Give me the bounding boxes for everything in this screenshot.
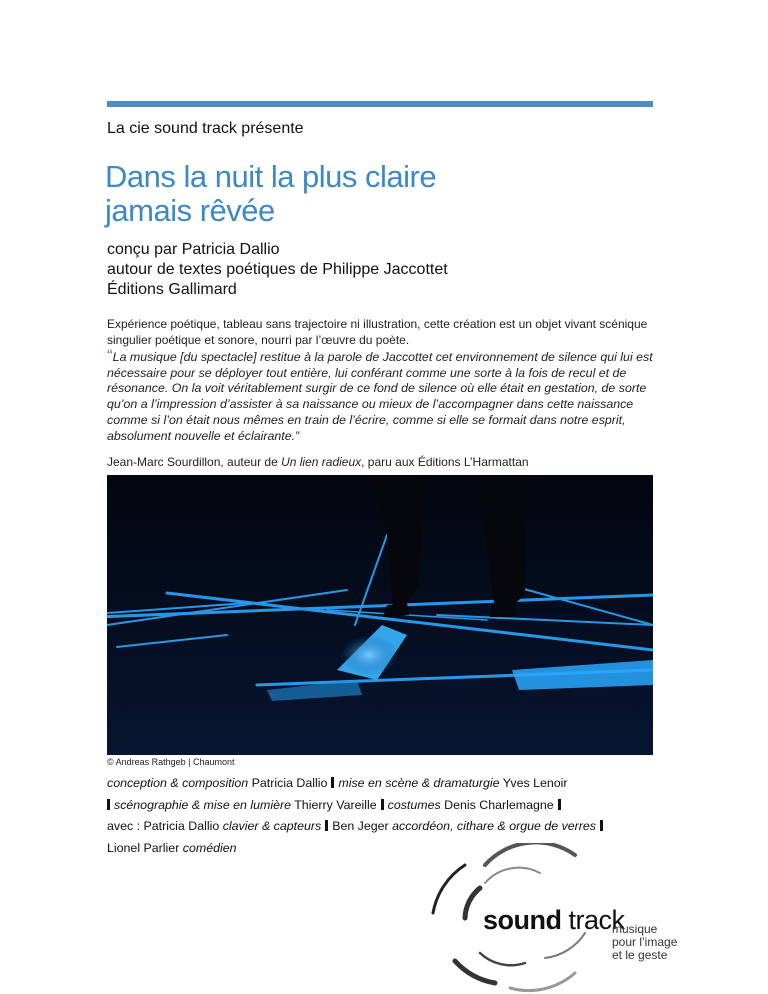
role-keyboard: clavier & capteurs (222, 819, 322, 833)
separator-bar (331, 777, 334, 788)
press-quote (107, 346, 667, 444)
stage-photo-illustration (107, 475, 653, 755)
logo-word-sound: sound (483, 905, 562, 935)
role-direction: mise en scène & dramaturgie (338, 776, 500, 790)
logo-tagline (612, 923, 677, 962)
credit-line-publisher: Éditions Gallimard (107, 281, 237, 298)
quote-text: La musique [du spectacle] restitue à la parole de Jaccottet cet environnement de silence qui lui est nécessaire pour se déployer tout entière, lui conférant comme une sorte à la fois de recul et de résonance. On la voit véritablement surgir de ce fond de silence où elle était en gestation, de sorte qu’on a l’impression d’assister à sa naissance ou mieux de l’accompagner dans cette naissance comme si l’on était nous mêmes en train de l’écrire, comme si elle se formait dans notre esprit, absolument nouvelle et éclairante.” (107, 350, 653, 443)
attribution-book: Un lien radieux (281, 455, 362, 469)
photo-credit: © Andreas Rathgeb | Chaumont (107, 757, 235, 767)
attribution-prefix: Jean-Marc Sourdillon, auteur de (107, 455, 282, 469)
name-costumes: Denis Charlemagne (444, 797, 554, 812)
separator-bar (600, 820, 603, 831)
page-title (105, 160, 436, 228)
credit-line-conceived: conçu par Patricia Dallio (107, 241, 280, 258)
tagline-line-1: musique (612, 922, 658, 936)
quote-open-mark: “ (107, 346, 113, 365)
name-direction: Yves Lenoir (502, 776, 568, 790)
title-line-2: jamais rêvée (105, 193, 275, 228)
intro-paragraph: Expérience poétique, tableau sans trajectoire ni illustration, cette création est un objet vivant scénique singulier poétique et sonore, nourri par l’œuvre du poète. (107, 317, 648, 347)
separator-bar (325, 820, 328, 831)
stage-photo (107, 475, 653, 755)
separator-bar (107, 799, 110, 810)
separator-bar (381, 799, 384, 810)
logo-word-track: track (568, 905, 625, 935)
tagline-line-2: pour l’image (612, 935, 678, 949)
role-costumes: costumes (387, 797, 441, 812)
title-line-1: Dans la nuit la plus claire (105, 159, 437, 194)
role-conception: conception & composition (107, 776, 249, 790)
name-accordion: Ben Jeger (332, 819, 389, 833)
role-accordion: accordéon, cithare & orgue de verres (392, 819, 596, 833)
quote-attribution (107, 455, 667, 469)
name-actor: Lionel Parlier (107, 840, 180, 855)
credit-line-texts: autour de textes poétiques de Philippe Jaccottet (107, 261, 448, 278)
name-conception: Patricia Dallio (251, 776, 328, 790)
with-performer: avec : Patricia Dallio (107, 819, 220, 833)
credits-block (107, 240, 448, 300)
role-scenography: scénographie & mise en lumière (114, 797, 292, 812)
presents-line: La cie sound track présente (107, 120, 304, 137)
separator-bar (558, 799, 561, 810)
tagline-line-3: et le geste (612, 948, 668, 962)
logo-wordmark (483, 905, 625, 936)
role-actor: comédien (182, 840, 237, 855)
top-rule (107, 101, 653, 107)
name-scenography: Thierry Vareille (294, 797, 377, 812)
attribution-suffix: , paru aux Éditions L’Harmattan (361, 455, 529, 469)
